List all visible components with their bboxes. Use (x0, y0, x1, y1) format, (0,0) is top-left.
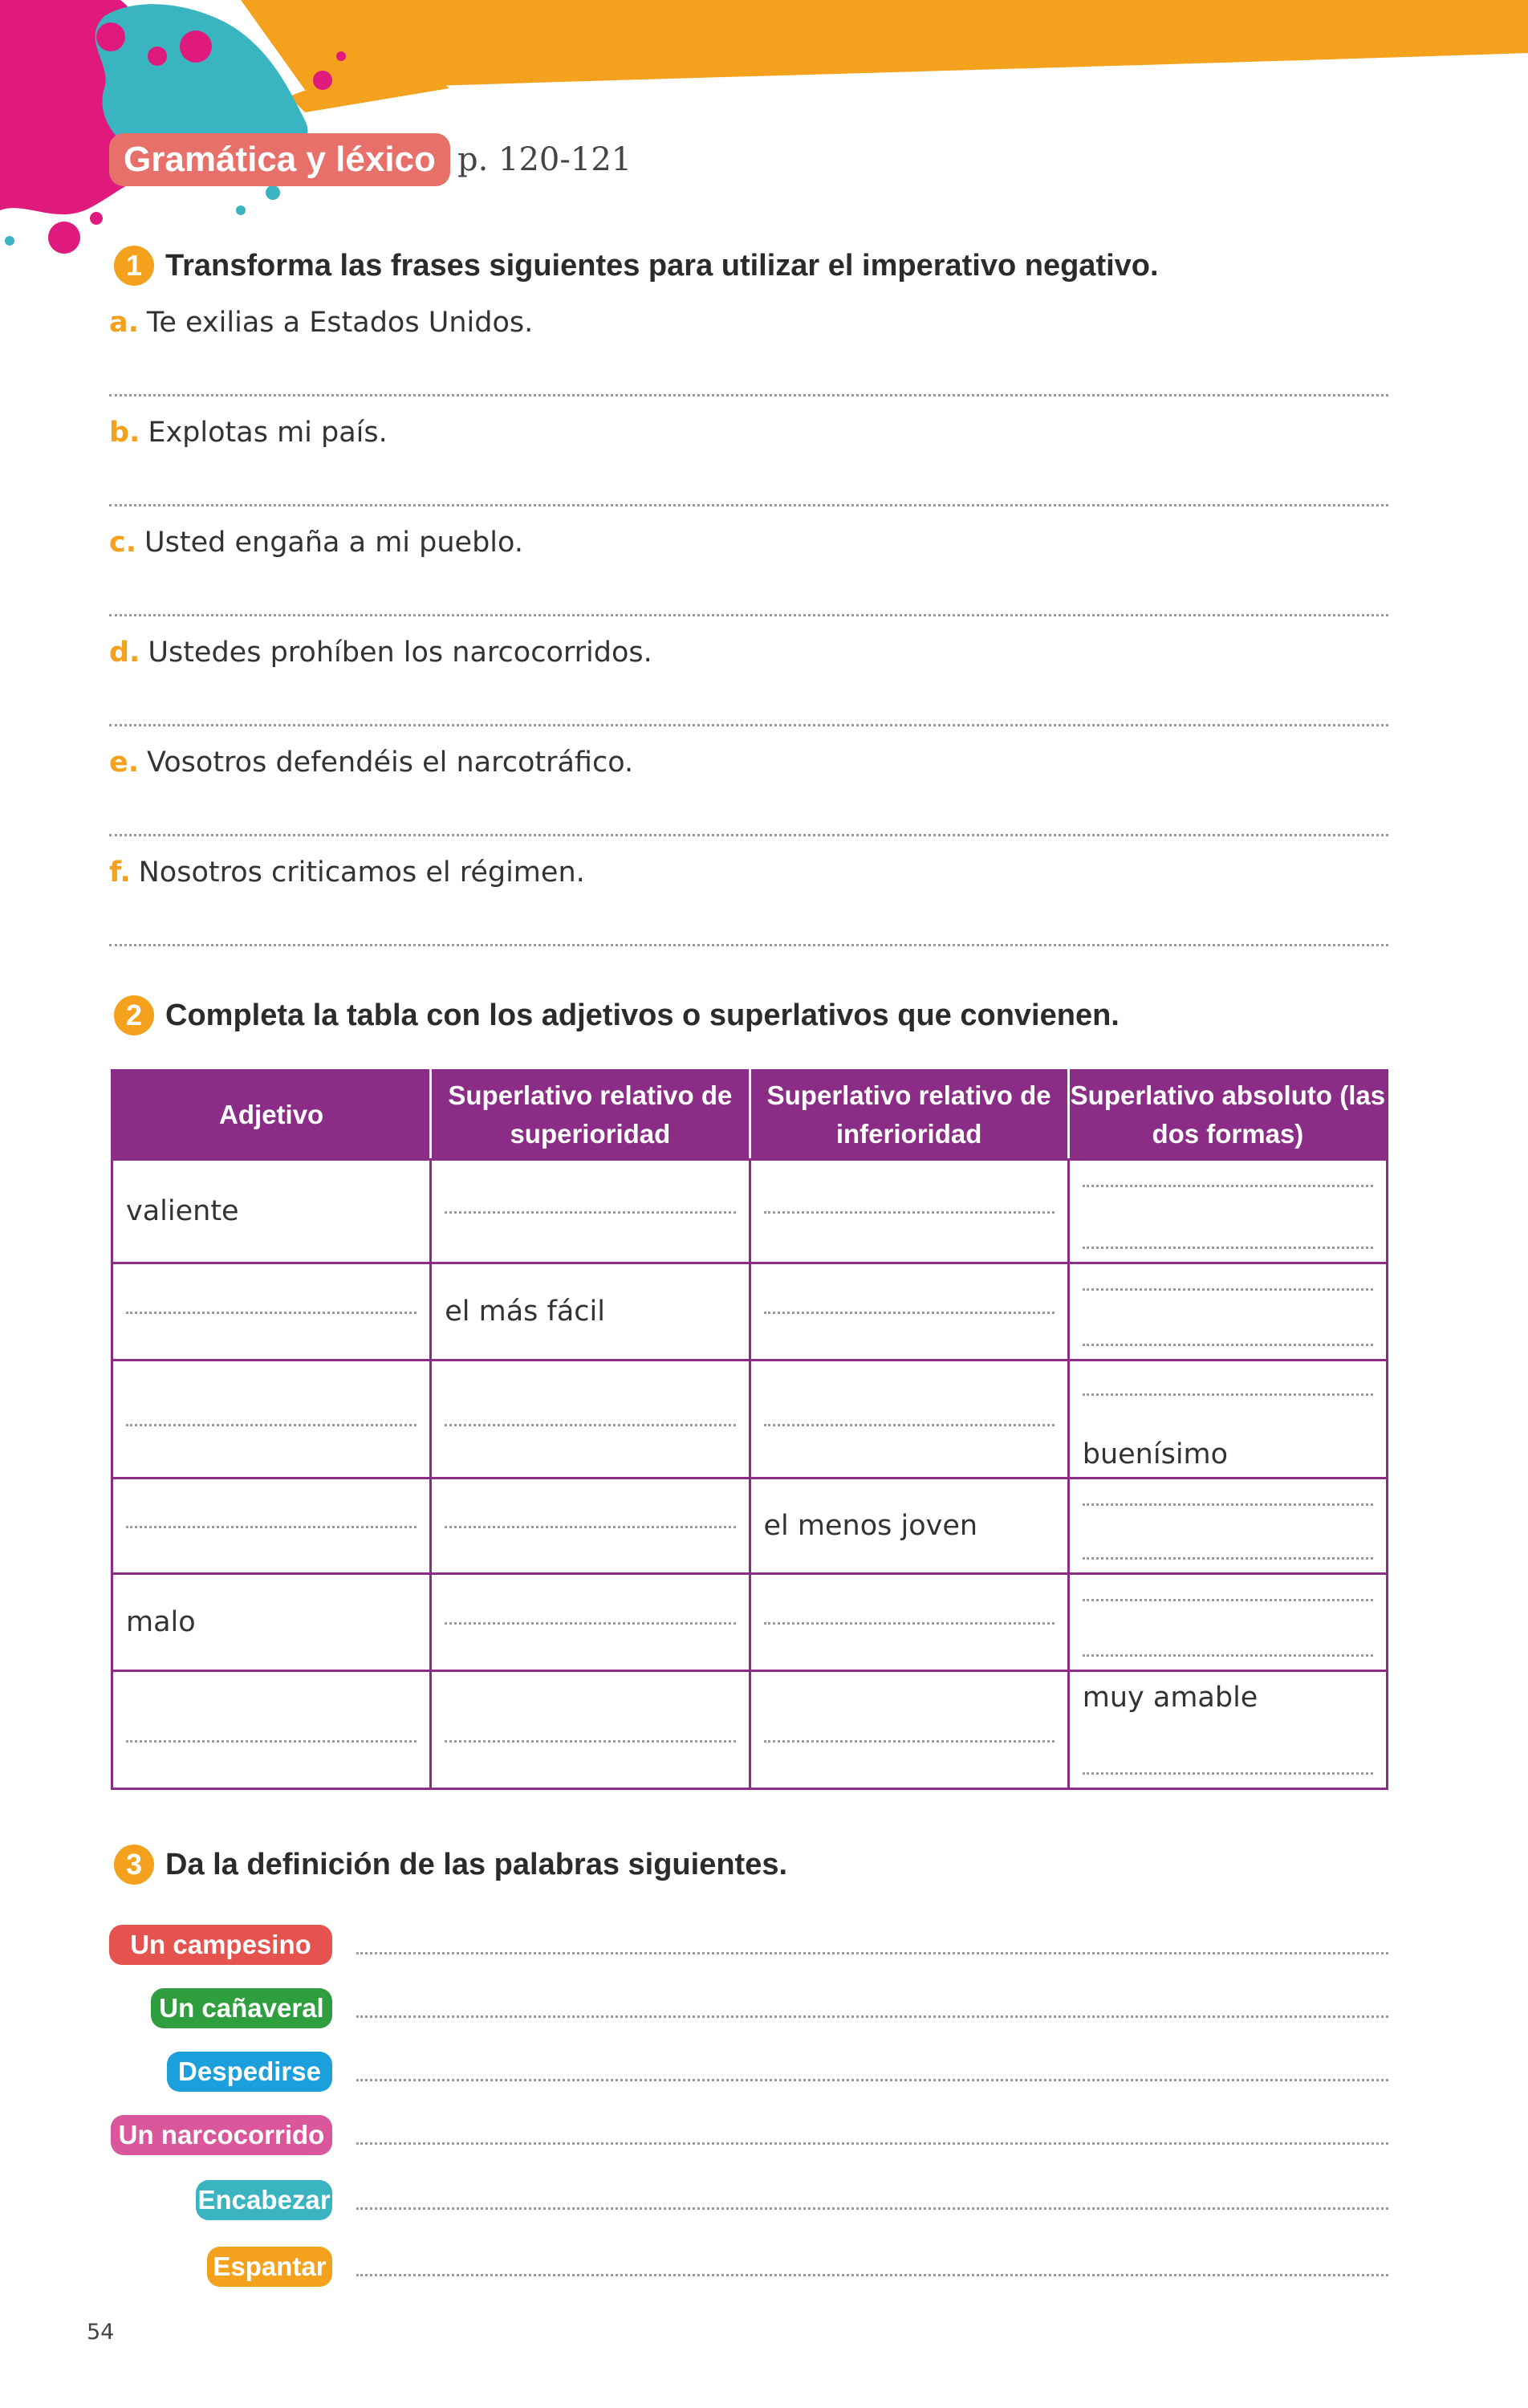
item-text: Te exilias a Estados Unidos. (146, 307, 534, 339)
table-cell[interactable] (431, 1361, 750, 1479)
answer-dotted-line[interactable] (1083, 1654, 1373, 1657)
item-letter: d. (109, 637, 140, 669)
answer-line[interactable] (109, 394, 1388, 397)
header-superioridad: Superlativo relativo de superioridad (431, 1071, 750, 1160)
table-cell (750, 1479, 1068, 1574)
answer-dotted-line[interactable] (1083, 1503, 1373, 1506)
table-header-row (112, 1071, 1388, 1160)
answer-line[interactable] (109, 834, 1388, 836)
sentence-item (109, 527, 523, 559)
table-cell (112, 1574, 431, 1671)
header-inferioridad: Superlativo relativo de inferioridad (750, 1071, 1068, 1160)
answer-dotted-line[interactable] (445, 1740, 735, 1743)
table-cell[interactable] (431, 1479, 750, 1574)
word-badge: Despedirse (167, 2052, 332, 2092)
answer-line[interactable] (109, 504, 1388, 506)
answer-line[interactable] (109, 724, 1388, 726)
table-cell (1068, 1671, 1387, 1789)
table-row (112, 1361, 1388, 1479)
exercise-3-title: Da la definición de las palabras siguientes. (165, 1848, 788, 1881)
answer-dotted-line[interactable] (445, 1526, 735, 1528)
sentence-item (109, 637, 652, 669)
answer-dotted-line[interactable] (764, 1312, 1055, 1314)
item-letter: b. (109, 417, 140, 449)
table-cell[interactable] (1068, 1479, 1387, 1574)
definition-line[interactable] (356, 2207, 1388, 2210)
table-cell[interactable] (1068, 1160, 1387, 1263)
word-badge: Un narcocorrido (111, 2115, 332, 2155)
exercise-1-number: 1 (114, 246, 154, 286)
answer-dotted-line[interactable] (445, 1622, 735, 1625)
answer-dotted-line[interactable] (764, 1740, 1055, 1743)
definition-line[interactable] (356, 2142, 1388, 2145)
table-cell[interactable] (112, 1263, 431, 1361)
answer-dotted-line[interactable] (764, 1622, 1055, 1625)
cell-text: el menos joven (763, 1510, 978, 1542)
answer-dotted-line[interactable] (764, 1424, 1055, 1426)
answer-dotted-line[interactable] (1083, 1557, 1373, 1560)
answer-dotted-line[interactable] (1083, 1344, 1373, 1346)
sentence-item (109, 307, 533, 339)
item-text: Nosotros criticamos el régimen. (138, 856, 585, 889)
table-cell[interactable] (112, 1361, 431, 1479)
answer-dotted-line[interactable] (126, 1526, 417, 1528)
cell-text: malo (126, 1606, 196, 1638)
table-cell (431, 1263, 750, 1361)
sentence-item (109, 856, 585, 889)
table-cell[interactable] (750, 1361, 1068, 1479)
word-badge: Encabezar (196, 2180, 332, 2220)
header-adjetivo: Adjetivo (112, 1071, 431, 1160)
table-cell[interactable] (750, 1574, 1068, 1671)
answer-dotted-line[interactable] (445, 1211, 735, 1214)
table-cell[interactable] (112, 1479, 431, 1574)
table-cell[interactable] (431, 1671, 750, 1789)
superlatives-table (111, 1069, 1388, 1790)
word-badge: Espantar (207, 2247, 332, 2287)
table-row (112, 1671, 1388, 1789)
item-letter: e. (109, 746, 140, 779)
cell-text: el más fácil (445, 1296, 605, 1328)
table-cell[interactable] (431, 1160, 750, 1263)
item-text: Usted engaña a mi pueblo. (144, 527, 523, 559)
page-reference: p. 120-121 (457, 141, 632, 178)
table-cell (112, 1160, 431, 1263)
item-letter: c. (109, 527, 137, 559)
cell-text: buenísimo (1082, 1438, 1229, 1470)
item-letter: a. (109, 307, 139, 339)
table-cell[interactable] (750, 1263, 1068, 1361)
word-badge: Un campesino (109, 1925, 332, 1965)
table-row (112, 1574, 1388, 1671)
table-row (112, 1160, 1388, 1263)
cell-text: muy amable (1082, 1682, 1258, 1714)
answer-dotted-line[interactable] (1083, 1247, 1373, 1249)
answer-dotted-line[interactable] (1083, 1599, 1373, 1601)
answer-dotted-line[interactable] (1083, 1288, 1373, 1291)
word-badge: Un cañaveral (151, 1988, 332, 2028)
sentence-item (109, 746, 633, 779)
table-cell[interactable] (112, 1671, 431, 1789)
answer-dotted-line[interactable] (1083, 1393, 1373, 1396)
page-number: 54 (87, 2320, 115, 2345)
definition-line[interactable] (356, 2079, 1388, 2081)
answer-dotted-line[interactable] (1083, 1772, 1373, 1775)
item-text: Vosotros defendéis el narcotráfico. (147, 746, 634, 779)
table-row (112, 1479, 1388, 1574)
exercise-2-title: Completa la tabla con los adjetivos o superlativos que convienen. (165, 999, 1120, 1032)
exercise-1-title: Transforma las frases siguientes para utilizar el imperativo negativo. (165, 249, 1159, 283)
item-letter: f. (109, 856, 131, 889)
answer-dotted-line[interactable] (764, 1211, 1055, 1214)
answer-dotted-line[interactable] (445, 1424, 735, 1426)
table-cell[interactable] (1068, 1574, 1387, 1671)
table-cell[interactable] (750, 1671, 1068, 1789)
table-cell[interactable] (1068, 1263, 1387, 1361)
table-row (112, 1263, 1388, 1361)
cell-text: valiente (126, 1195, 239, 1227)
item-text: Ustedes prohíben los narcocorridos. (148, 637, 652, 669)
answer-line[interactable] (109, 944, 1388, 946)
exercise-3-number: 3 (114, 1845, 154, 1885)
paint-splash-banner (0, 0, 1528, 265)
item-text: Explotas mi país. (148, 417, 388, 449)
definition-line[interactable] (356, 1952, 1388, 1954)
table-cell[interactable] (750, 1160, 1068, 1263)
answer-dotted-line[interactable] (126, 1740, 417, 1743)
answer-dotted-line[interactable] (126, 1312, 417, 1314)
sentence-item (109, 417, 388, 449)
answer-dotted-line[interactable] (126, 1424, 417, 1426)
table-cell (1068, 1361, 1387, 1479)
header-absoluto: Superlativo absoluto (las dos formas) (1068, 1071, 1387, 1160)
answer-dotted-line[interactable] (1083, 1185, 1373, 1187)
definition-line[interactable] (356, 2274, 1388, 2276)
table-cell[interactable] (431, 1574, 750, 1671)
section-title-badge: Gramática y léxico (109, 133, 450, 186)
exercise-2-number: 2 (114, 995, 154, 1035)
answer-line[interactable] (109, 614, 1388, 616)
definition-line[interactable] (356, 2015, 1388, 2018)
